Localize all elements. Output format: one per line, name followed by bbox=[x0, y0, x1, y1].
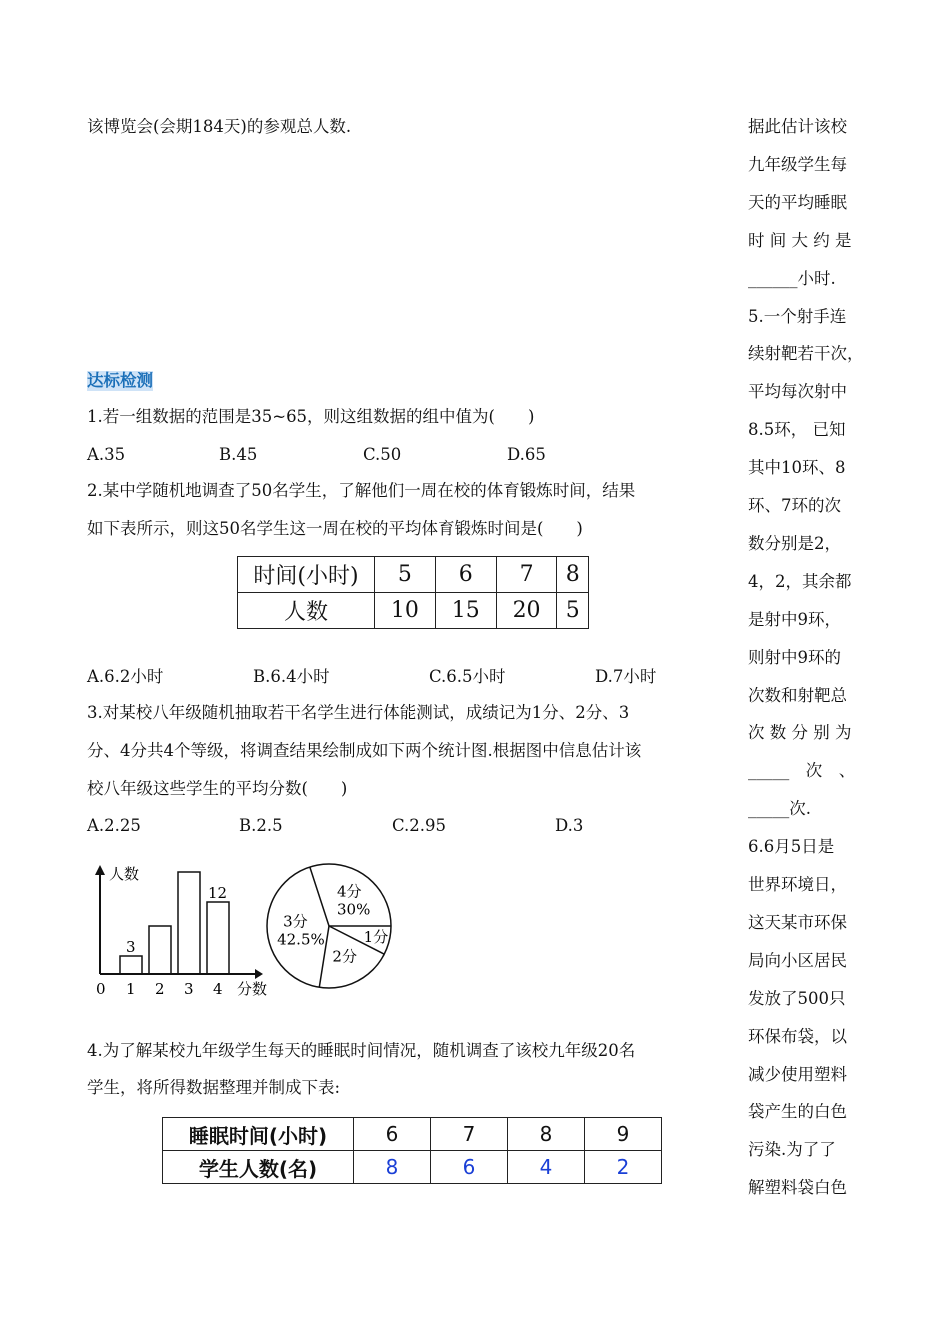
table-cell: 8 bbox=[354, 1151, 431, 1184]
right-column-line: 减少使用塑料 bbox=[748, 1064, 847, 1084]
table-cell: 4 bbox=[508, 1151, 585, 1184]
q3-option-b: B.2.5 bbox=[239, 816, 283, 835]
right-column-line: ______小时. bbox=[748, 268, 836, 288]
right-column-line: 九年级学生每 bbox=[748, 154, 847, 174]
table-cell: 8 bbox=[508, 1118, 585, 1151]
bar-data-label: 12 bbox=[208, 884, 228, 902]
right-column-line: 时 间 大 约 是 bbox=[748, 230, 852, 250]
intro-text: 该博览会(会期184天)的参观总人数. bbox=[87, 117, 352, 136]
q2-stem-2: 如下表所示，则这50名学生这一周在校的平均体育锻炼时间是( ) bbox=[87, 519, 583, 538]
right-column-line: 8.5环， 已知 bbox=[748, 420, 846, 440]
table-cell: 15 bbox=[435, 593, 496, 629]
q2-stem-1: 2.某中学随机地调查了50名学生，了解他们一周在校的体育锻炼时间，结果 bbox=[87, 481, 636, 500]
x-axis-arrow-icon bbox=[255, 969, 263, 979]
right-column-line: 环保布袋，以 bbox=[748, 1026, 847, 1046]
table-cell: 5 bbox=[375, 557, 436, 593]
right-column-line: 据此估计该校 bbox=[748, 117, 847, 136]
right-column-line: 环、7环的次 bbox=[748, 496, 841, 515]
q1-option-c: C.50 bbox=[363, 445, 402, 464]
right-column-line: 续射靶若干次， bbox=[748, 344, 864, 364]
q1-option-a: A.35 bbox=[87, 445, 126, 464]
x-tick-label: 1 bbox=[126, 980, 136, 998]
q1-option-d: D.65 bbox=[507, 445, 546, 464]
table-cell: 10 bbox=[375, 593, 436, 629]
right-column-line: 污染.为了了 bbox=[748, 1140, 836, 1160]
right-column-line: 次 数 分 别 为 bbox=[748, 723, 852, 743]
y-axis-label: 人数 bbox=[109, 865, 140, 883]
bar bbox=[149, 926, 171, 974]
table-cell: 5 bbox=[557, 593, 589, 629]
q2-option-a: A.6.2小时 bbox=[87, 667, 164, 686]
right-column-line: 解塑料袋白色 bbox=[748, 1178, 847, 1198]
pie-slice-label: 1分 bbox=[363, 928, 389, 947]
bar bbox=[207, 902, 229, 974]
right-column-line: 是射中9环， bbox=[748, 609, 841, 629]
q4-table bbox=[162, 1117, 662, 1184]
right-column-line: 平均每次射中 bbox=[748, 382, 847, 402]
bar bbox=[120, 956, 142, 974]
q3-stem-1: 3.对某校八年级随机抽取若干名学生进行体能测试，成绩记为1分、2分、3 bbox=[87, 703, 630, 722]
table-header: 学生人数(名) bbox=[163, 1151, 354, 1184]
right-column-line: 世界环境日， bbox=[748, 875, 847, 894]
q3-option-d: D.3 bbox=[555, 816, 584, 835]
table-cell: 2 bbox=[585, 1151, 662, 1184]
q1-option-b: B.45 bbox=[219, 445, 258, 464]
table-cell: 6 bbox=[354, 1118, 431, 1151]
q4-stem-1: 4.为了解某校九年级学生每天的睡眠时间情况，随机调查了该校九年级20名 bbox=[87, 1041, 636, 1060]
section-title: 达标检测 bbox=[87, 371, 153, 390]
table-cell: 9 bbox=[585, 1118, 662, 1151]
right-column-line: 局向小区居民 bbox=[748, 950, 847, 970]
right-column-line: 袋产生的白色 bbox=[748, 1102, 847, 1122]
q3-stem-2: 分、4分共4个等级，将调查结果绘制成如下两个统计图.根据图中信息估计该 bbox=[87, 741, 642, 760]
pie-slice-label: 4分 bbox=[336, 882, 362, 901]
table-cell: 7 bbox=[496, 557, 557, 593]
origin-label: 0 bbox=[96, 980, 106, 998]
q4-stem-2: 学生，将所得数据整理并制成下表: bbox=[87, 1078, 341, 1097]
right-column-line: _____次. bbox=[748, 799, 811, 819]
table-cell: 7 bbox=[431, 1118, 508, 1151]
q3-stem-3: 校八年级这些学生的平均分数( ) bbox=[87, 779, 348, 798]
q2-option-d: D.7小时 bbox=[595, 667, 657, 686]
table-cell: 8 bbox=[557, 557, 589, 593]
right-column-line: 6.6月5日是 bbox=[748, 837, 835, 857]
pie-slice-label: 2分 bbox=[332, 947, 357, 966]
q2-table bbox=[237, 556, 589, 629]
right-column-line: _____ 次 、 bbox=[748, 761, 856, 781]
x-tick-label: 3 bbox=[184, 980, 194, 998]
x-axis-label: 分数 bbox=[237, 980, 268, 998]
pie-slice-label: 3分 bbox=[283, 912, 308, 931]
q3-charts bbox=[85, 855, 405, 1005]
pie-slice-percent: 30% bbox=[336, 900, 371, 919]
table-header: 人数 bbox=[238, 593, 375, 629]
right-column-line: 数分别是2， bbox=[748, 533, 841, 553]
right-column-line: 这天某市环保 bbox=[748, 912, 847, 932]
q3-option-c: C.2.95 bbox=[392, 816, 447, 835]
right-column-line: 次数和射靶总 bbox=[748, 685, 847, 705]
table-cell: 20 bbox=[496, 593, 557, 629]
right-column-line: 4，2，其余都 bbox=[748, 571, 852, 591]
q3-option-a: A.2.25 bbox=[87, 816, 141, 835]
pie-slice-percent: 42.5% bbox=[277, 930, 325, 949]
y-axis-arrow-icon bbox=[95, 865, 105, 875]
x-tick-label: 2 bbox=[155, 980, 165, 998]
table-header: 时间(小时) bbox=[238, 557, 375, 593]
x-tick-label: 4 bbox=[213, 980, 223, 998]
right-column-line: 5.一个射手连 bbox=[748, 306, 847, 326]
right-column-line: 则射中9环的 bbox=[748, 647, 841, 667]
right-column-line: 天的平均睡眠 bbox=[748, 192, 847, 212]
table-header: 睡眠时间(小时) bbox=[163, 1118, 354, 1151]
q1-stem: 1.若一组数据的范围是35~65，则这组数据的组中值为( ) bbox=[87, 407, 535, 426]
right-column-line: 发放了500只 bbox=[748, 988, 846, 1008]
table-cell: 6 bbox=[431, 1151, 508, 1184]
bar bbox=[178, 872, 200, 974]
right-column-line: 其中10环、8 bbox=[748, 458, 846, 478]
q2-option-c: C.6.5小时 bbox=[429, 667, 506, 686]
table-cell: 6 bbox=[435, 557, 496, 593]
q2-option-b: B.6.4小时 bbox=[253, 667, 330, 686]
bar-data-label: 3 bbox=[126, 938, 136, 956]
